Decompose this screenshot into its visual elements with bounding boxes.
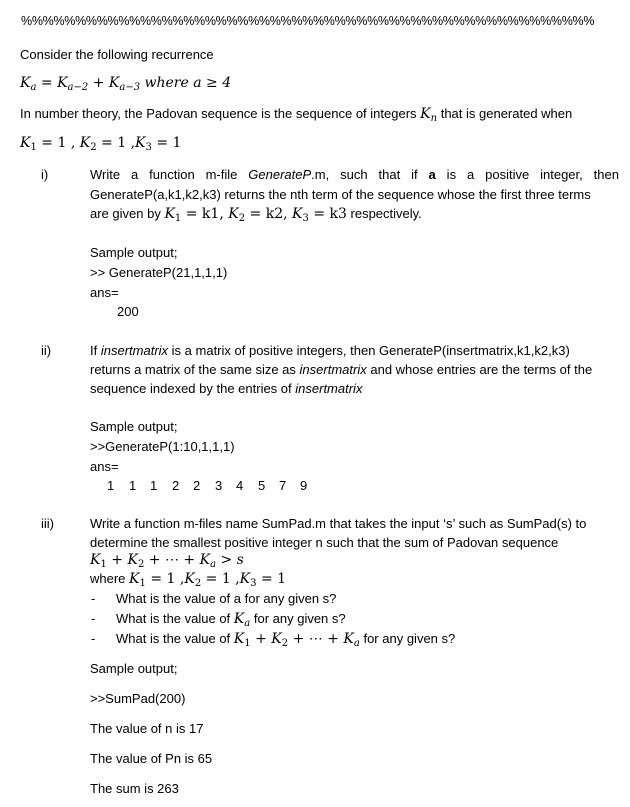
- ka-symbol: $K_a$: [233, 611, 251, 629]
- bullet-marker: -: [91, 611, 96, 626]
- part-ii-line3-a: sequence indexed by the entries of: [90, 381, 292, 396]
- ans-value: 1: [150, 478, 158, 493]
- part-iii-where-values: $K_1 = 1$ $,K_2 = 1$ $,K_3 = 1$: [129, 571, 287, 589]
- part-iii-output-n: The value of n is 17: [90, 721, 204, 736]
- part-ii-command: >>GenerateP(1:10,1,1,1): [90, 439, 235, 454]
- part-iii-sum-inequality: $K_1 + K_2$ + ⋯ + $K_a > s$: [90, 552, 244, 570]
- part-iii-label: iii): [41, 516, 54, 531]
- question-3-a: What is the value of: [116, 631, 231, 646]
- question-1: What is the value of a for any given s?: [116, 591, 337, 606]
- ans-value: 3: [215, 478, 223, 493]
- question-2: [116, 611, 346, 629]
- part-iii-command: >>SumPad(200): [90, 691, 186, 706]
- part-i-line3: [90, 206, 422, 224]
- part-iii-line1: Write a function m-files name SumPad.m that takes the input ‘s’ such as SumPad(s) to: [90, 516, 587, 531]
- part-i-ans-value: 200: [117, 304, 139, 319]
- ans-value: 1: [107, 478, 115, 493]
- part-ii-line3-b: insertmatrix: [295, 381, 363, 396]
- recurrence-formula: $K_a = K_{a-2} + K_{a-3}$ where a ≥ 4: [20, 75, 232, 93]
- part-ii-sample-label: Sample output;: [90, 419, 178, 434]
- part-iii-line2: determine the smallest positive integer n such that the sum of Padovan sequence: [90, 535, 559, 550]
- part-i-sample-label: Sample output;: [90, 245, 178, 260]
- initial-values-formula: $K_1 = 1$ , $K_2 = 1$ $,K_3 = 1$: [20, 135, 182, 153]
- consider-text: Consider the following recurrence: [20, 47, 214, 62]
- part-i-command: >> GenerateP(21,1,1,1): [90, 265, 228, 280]
- ans-value: 1: [129, 478, 137, 493]
- part-ii-line2-b: insertmatrix: [299, 362, 367, 377]
- number-theory-text: [20, 106, 573, 124]
- part-ii-line3: [90, 382, 362, 395]
- part-ii-line1-a: If: [90, 343, 98, 358]
- part-ii-label: ii): [41, 343, 52, 358]
- question-2-a: What is the value of: [116, 611, 231, 626]
- generated-when: that is generated when: [440, 106, 573, 121]
- bullet-marker: -: [91, 631, 96, 646]
- question-2-b: for any given s?: [253, 611, 346, 626]
- ans-value: 4: [236, 478, 244, 493]
- part-ii-line2-c: and whose entries are the terms of the: [370, 362, 593, 377]
- ans-value: 9: [300, 478, 308, 493]
- part-i-line3-prefix: are given by: [90, 206, 161, 221]
- ans-value: 2: [193, 478, 201, 493]
- part-i-line3-suffix: respectively.: [350, 206, 422, 221]
- header-percent-rule: %%%%%%%%%%%%%%%%%%%%%%%%%%%%%%%%%%%%%%%%%%%%%%%%%%%%%: [21, 14, 595, 28]
- part-i-label: i): [41, 167, 49, 182]
- part-iii-output-sum: The sum is 263: [90, 781, 179, 796]
- ans-value: 5: [258, 478, 266, 493]
- question-3-b: for any given s?: [363, 631, 456, 646]
- part-iii-where-label: where: [90, 571, 126, 586]
- part-iii-output-pn: The value of Pn is 65: [90, 751, 213, 766]
- part-ii-ans-label: ans=: [90, 459, 119, 474]
- part-ii-line1: [90, 344, 570, 357]
- part-i-initial-terms: $K_1 = k1$, $K_2 = k2$, $K_3 = k3$: [164, 206, 347, 224]
- bullet-marker: -: [91, 591, 96, 606]
- question-3: [116, 631, 456, 649]
- part-i-line1: Write a function m-file GenerateP.m, such that if a is a positive integer, then: [90, 167, 619, 182]
- part-iii-where: [90, 571, 287, 589]
- sum-expression: $K_1 + K_2$ + ⋯ + $K_a$: [233, 631, 360, 649]
- part-i-ans-label: ans=: [90, 285, 119, 300]
- part-iii-sample-label: Sample output;: [90, 661, 178, 676]
- ans-value: 7: [279, 478, 287, 493]
- kn-symbol: $K_n$: [420, 106, 438, 124]
- number-theory-prefix: In number theory, the Padovan sequence is the sequence of integers: [20, 106, 417, 121]
- part-ii-line1-c: is a matrix of positive integers, then GenerateP(insertmatrix,k1,k2,k3): [171, 343, 570, 358]
- part-ii-line2: [90, 363, 592, 376]
- part-ii-line1-b: insertmatrix: [100, 343, 169, 358]
- recurrence-where: where a ≥ 4: [144, 75, 232, 91]
- part-i-line2: GenerateP(a,k1,k2,k3) returns the nth term of the sequence whose the first three terms: [90, 187, 591, 202]
- part-ii-line2-a: returns a matrix of the same size as: [90, 362, 296, 377]
- ans-value: 2: [172, 478, 180, 493]
